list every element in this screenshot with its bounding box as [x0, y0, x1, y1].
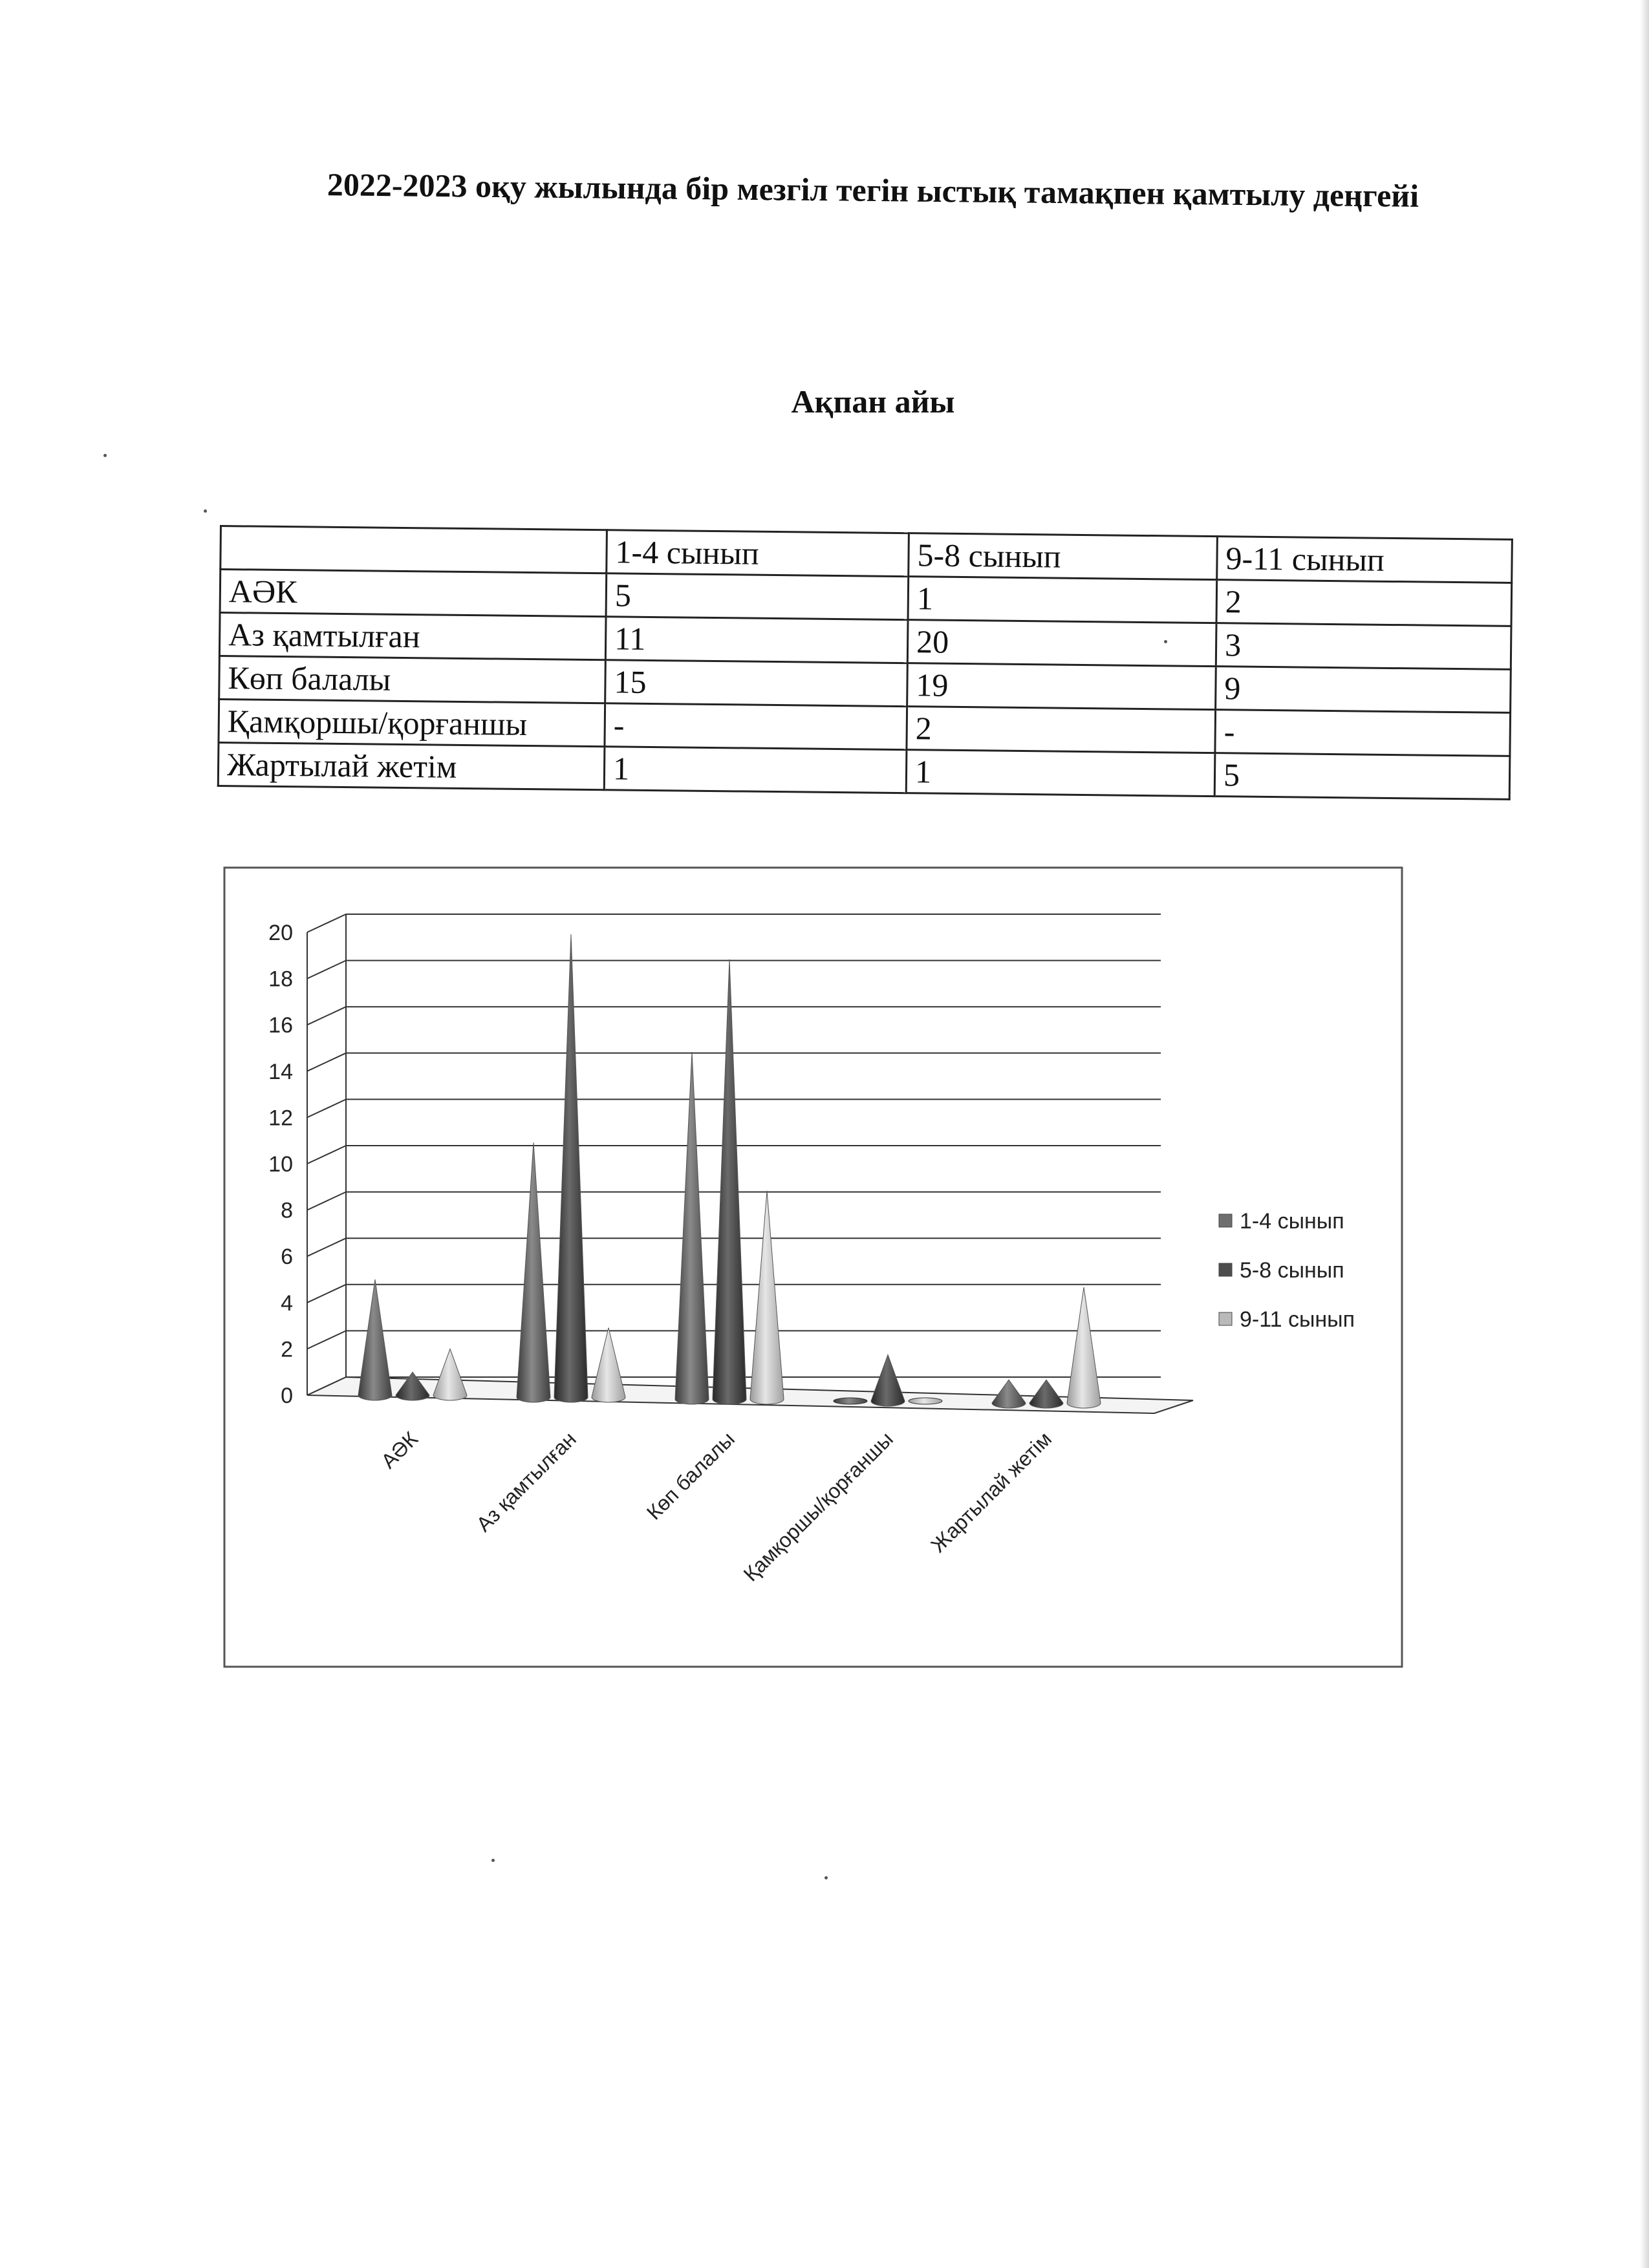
- table-cell: -: [605, 703, 907, 750]
- table-cell: Қамқоршы/қорғаншы: [219, 700, 605, 747]
- legend-swatch: [1219, 1263, 1232, 1276]
- scan-speck: [1164, 640, 1167, 643]
- table-cell: 15: [605, 660, 908, 707]
- data-table: [217, 525, 1513, 800]
- table-cell: Көп балалы: [219, 656, 606, 703]
- legend-swatch: [1219, 1312, 1232, 1325]
- legend-label: 1-4 сынып: [1240, 1209, 1344, 1234]
- table-header-cell: [221, 526, 607, 573]
- table-cell: -: [1215, 710, 1511, 756]
- legend-label: 5-8 сынып: [1240, 1258, 1344, 1283]
- y-tick-label: 14: [268, 1059, 293, 1084]
- scan-speck: [824, 1876, 828, 1879]
- y-tick-label: 12: [268, 1106, 293, 1131]
- y-tick-label: 16: [268, 1013, 293, 1038]
- y-tick-label: 18: [268, 967, 293, 992]
- table-cell: Аз қамтылған: [219, 613, 606, 660]
- table-cell: 19: [907, 663, 1216, 710]
- scan-speck: [103, 454, 107, 457]
- cone-base: [834, 1398, 867, 1404]
- y-tick-label: 10: [268, 1152, 293, 1177]
- table-header-cell: 9-11 сынып: [1217, 537, 1513, 583]
- table-cell: 1: [906, 750, 1215, 797]
- cone-base: [909, 1398, 942, 1404]
- table-cell: 11: [605, 617, 908, 663]
- scan-speck: [204, 509, 207, 513]
- x-category-label: Жартылай жетім: [926, 1427, 1056, 1557]
- table-cell: Жартылай жетім: [218, 742, 605, 789]
- table-cell: 1: [908, 577, 1217, 623]
- chart: [223, 866, 1403, 1668]
- table-cell: 5: [1214, 753, 1510, 800]
- y-tick-label: 8: [281, 1198, 293, 1223]
- table-cell: 3: [1216, 623, 1511, 670]
- x-category-label: Көп балалы: [641, 1427, 739, 1524]
- table-header-cell: 5-8 сынып: [909, 533, 1218, 580]
- y-tick-label: 2: [281, 1337, 293, 1362]
- page-edge-shadow: [1640, 0, 1649, 2268]
- legend-label: 9-11 сынып: [1240, 1307, 1355, 1332]
- table-cell: 1: [604, 747, 907, 793]
- table-header-cell: 1-4 сынып: [607, 530, 909, 577]
- table-cell: АӘК: [220, 570, 607, 617]
- scan-speck: [491, 1859, 495, 1862]
- table-cell: 2: [907, 707, 1216, 753]
- x-category-label: АӘК: [376, 1427, 422, 1473]
- document-subtitle: Ақпан айы: [791, 383, 955, 420]
- y-tick-label: 6: [281, 1245, 293, 1270]
- table-cell: 9: [1216, 667, 1511, 713]
- x-category-label: Қамқоршы/қорғаншы: [738, 1427, 898, 1586]
- table-cell: 5: [606, 573, 909, 620]
- y-tick-label: 20: [268, 921, 293, 945]
- table-cell: 20: [907, 620, 1216, 667]
- document-title: 2022-2023 оқу жылында бір мезгіл тегін ыстық тамақпен қамтылу деңгейі: [327, 166, 1419, 214]
- x-category-label: Аз қамтылған: [471, 1427, 581, 1536]
- legend-swatch: [1219, 1214, 1232, 1227]
- y-tick-label: 0: [281, 1384, 293, 1408]
- y-tick-label: 4: [281, 1290, 293, 1316]
- chart-svg: [223, 866, 1403, 1668]
- table-cell: 2: [1216, 580, 1512, 626]
